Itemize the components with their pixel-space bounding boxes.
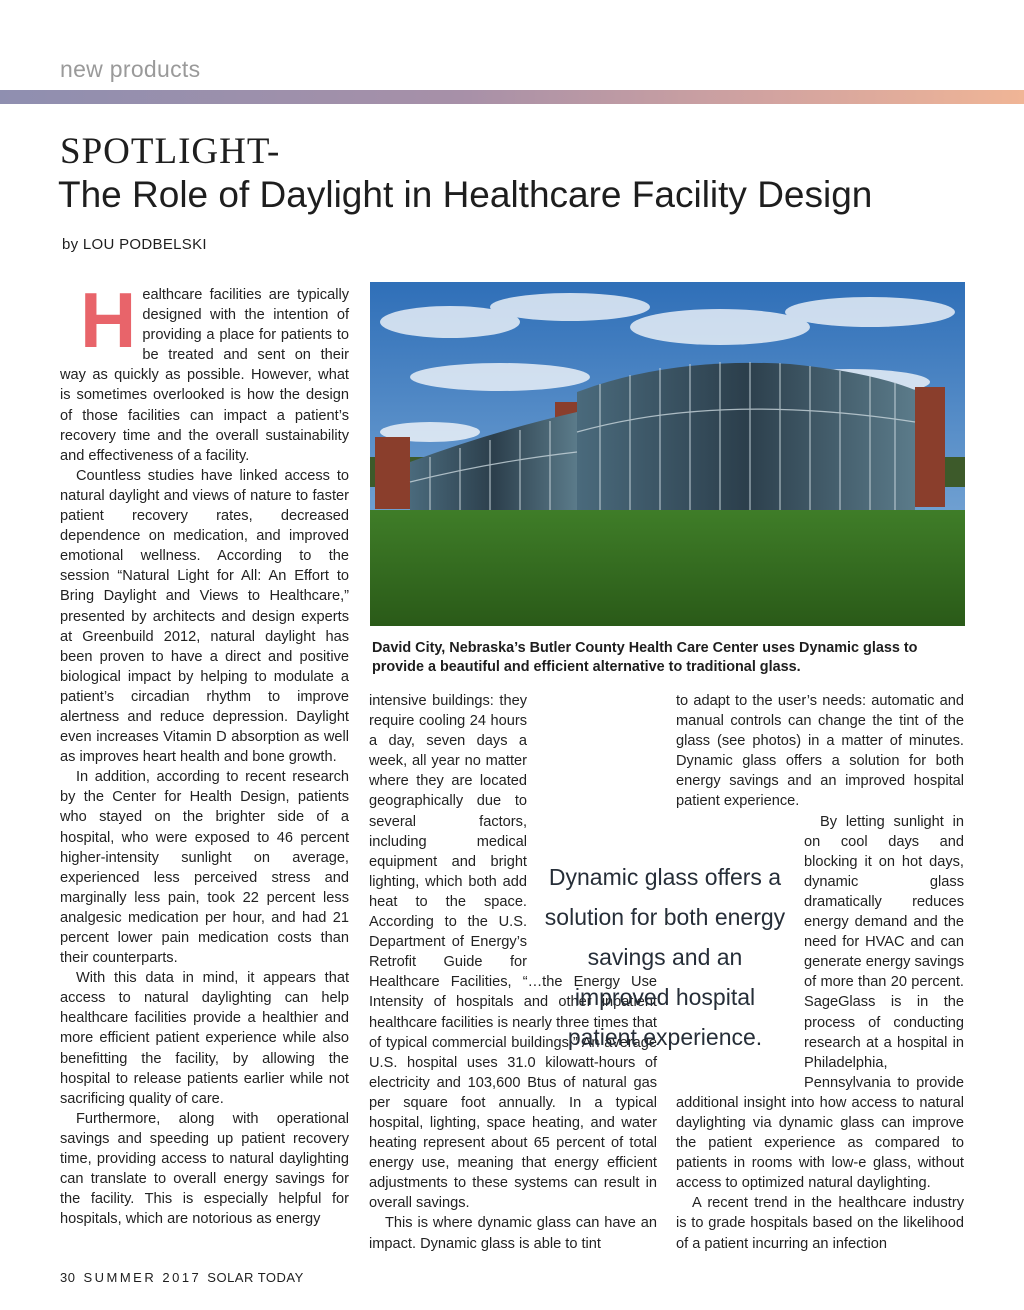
building-photo [370, 282, 965, 626]
col3-paragraph-2: By letting sunlight in on cool days and blocking it on hot days, dynamic glass dramatically reduces energy demand and the need for HVAC and can generate energy savings of more than 20 percent. SageGlass is in the process of conducting research at a hospital in Philadelphia, Pennsylvania to provide additional insight into how access to natural daylighting via dynamic glass can improve the patient experience as compared to patients in rooms with low-e glass, without access to optimized natural daylighting. [676, 813, 964, 1192]
col2-paragraph-1: intensive buildings: they require cooling 24 hours a day, seven days a week, all year no matter where they are located geographically due to several factors, including medical equipment and bright lighting, which both add heat to the space. According to the U.S. Department of Energy’s Retrofit Guide for Healthcare Facilities, “…the Energy Use Intensity of hospitals and other inpatient healthcare facilities is nearly three times that of typical commercial buildings.” An average U.S. hospital uses 31.0 kilowatt-hours of electricity and 103,600 Btus of natural gas per square foot annually. In a typical hospital, lighting, space heating, and water heating represent about 65 percent of total energy use, meaning that energy efficient adjustments to these systems can result in overall savings. [369, 693, 657, 1212]
page-footer [60, 1270, 304, 1285]
drop-cap: H [80, 276, 137, 364]
col3-paragraph-3: A recent trend in the healthcare industry is to grade hospitals based on the likelihood of a patient incurring an infection [676, 1195, 964, 1252]
col1-paragraph-1-text: ealthcare facilities are typically designed with the intention of providing a place for patients to be treated and sent on their way as quickly as possible. However, what is sometimes overlooked is how the design of those facilities can impact a patient’s recovery time and the overall sustainability and effectiveness of a facility. [60, 287, 349, 464]
col1-paragraph-2: Countless studies have linked access to natural daylight and views of nature to faster patient recovery rates, decreased dependence on medication, and improved emotional wellness. According to the session “Natural Light for All: An Effort to Bring Daylight and Views to Healthcare,” presented by architects and design experts at Greenbuild 2012, natural daylight has been proven to have a direct and positive biological impact by helping to modulate a patient’s circadian rhythm to improve alertness and reduce depression. Daylight even increases Vitamin D absorption as well as improves heart health and bone growth. [60, 467, 349, 766]
issue-date: SUMMER 2017 [83, 1270, 202, 1285]
col1-paragraph-3: In addition, according to recent research by the Center for Health Design, patients who stayed on the brighter side of a hospital, who were exposed to 46 percent higher-intensity sunlight on average, experienced less perceived stress and marginally less pain, took 22 percent less analgesic medication per hour, and had 21 percent lower pain medication costs than their counterparts. [60, 769, 349, 967]
article-column-1 [60, 276, 349, 1229]
pull-quote: Dynamic glass offers a solution for both energy savings and an improved hospital patient experience. [544, 864, 786, 1050]
col2-paragraph-2: This is where dynamic glass can have an impact. Dynamic glass is able to tint [369, 1215, 657, 1252]
section-label: new products [60, 56, 201, 82]
article-title-line-2: The Role of Daylight in Healthcare Facility Design [58, 174, 873, 215]
byline: by LOU PODBELSKI [62, 236, 207, 253]
magazine-name: SOLAR TODAY [207, 1270, 304, 1285]
col1-paragraph-4: With this data in mind, it appears that access to natural daylighting can help healthcare facilities provide a healthier and more efficient patient experience while also benefitting the facility, by allowing the hospital to release patients earlier while not sacrificing quality of care. [60, 970, 349, 1107]
col3-paragraph-1: to adapt to the user’s needs: automatic and manual controls can change the tint of the glass (see photos) in a matter of minutes. Dynamic glass offers a solution for both energy savings and an improved hospital patient experience. [676, 693, 964, 810]
header-gradient-bar [0, 90, 1024, 104]
article-title-line-1: SPOTLIGHT- [60, 131, 281, 172]
page-number: 30 [60, 1270, 76, 1285]
col1-paragraph-1 [60, 276, 349, 466]
col1-paragraph-5: Furthermore, along with operational savings and speeding up patient recovery time, providing access to natural daylighting can translate to overall energy savings for the facility. This is especially helpful for hospitals, which are notorious as energy [60, 1110, 349, 1228]
photo-caption: David City, Nebraska’s Butler County Health Care Center uses Dynamic glass to provide a beautiful and efficient alternative to traditional glass. [372, 640, 918, 675]
